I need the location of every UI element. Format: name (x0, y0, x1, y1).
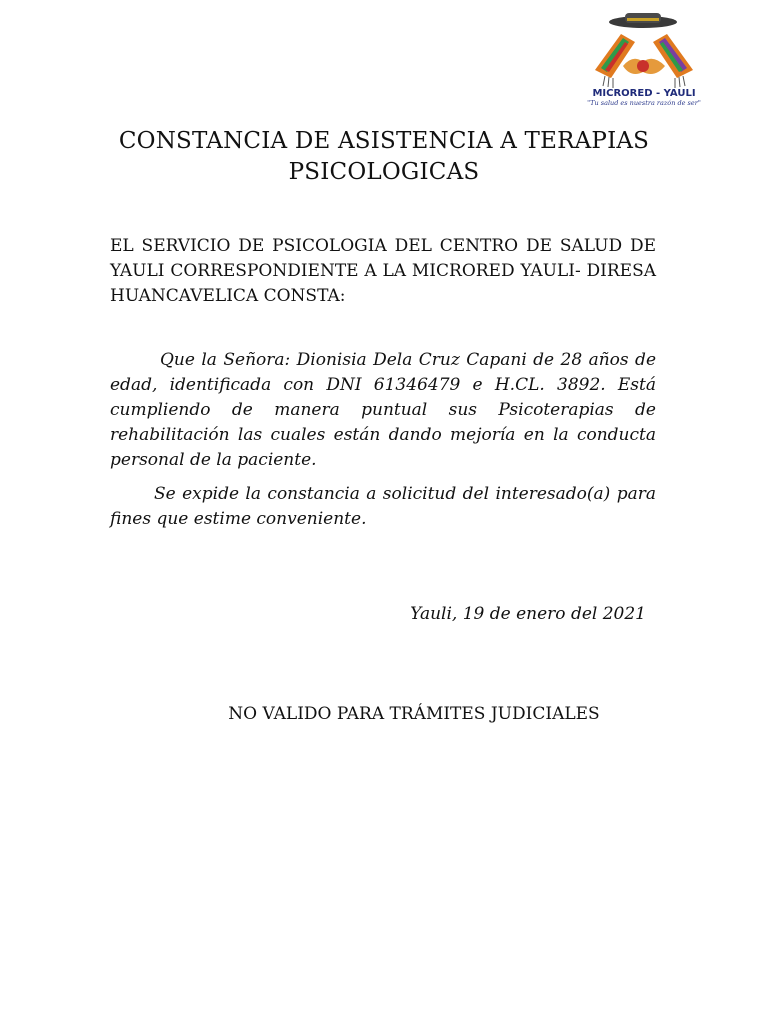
logo-name-text: MICRORED - YAULI (592, 88, 696, 99)
closing-paragraph-text: Se expide la constancia a solicitud del interesado(a) para fines que estime conveniente. (110, 484, 656, 529)
microred-yauli-logo (575, 8, 713, 108)
validity-notice: NO VALIDO PARA TRÁMITES JUDICIALES (228, 704, 600, 724)
attendance-statement-text: Que la Señora: Dionisia Dela Cruz Capani de 28 años de edad, identificada con DNI 61346479 e H.CL. 3892. Está cumpliendo de manera puntual sus Psicoterapias de rehabilitación las cuales están dando mejoría en la conducta personal de la paciente. (110, 350, 656, 470)
closing-paragraph (110, 482, 656, 532)
logo-emblem-icon (575, 8, 713, 108)
intro-paragraph: EL SERVICIO DE PSICOLOGIA DEL CENTRO DE SALUD DE YAULI CORRESPONDIENTE A LA MICRORED YAULI- DIRESA HUANCAVELICA CONSTA: (110, 236, 656, 306)
attendance-statement (110, 348, 656, 473)
place-date-line: Yauli, 19 de enero del 2021 (410, 604, 646, 624)
logo-slogan-text: "Tu salud es nuestra razón de ser" (587, 99, 701, 107)
document-title: CONSTANCIA DE ASISTENCIA A TERAPIAS PSICOLOGICAS (118, 128, 650, 185)
